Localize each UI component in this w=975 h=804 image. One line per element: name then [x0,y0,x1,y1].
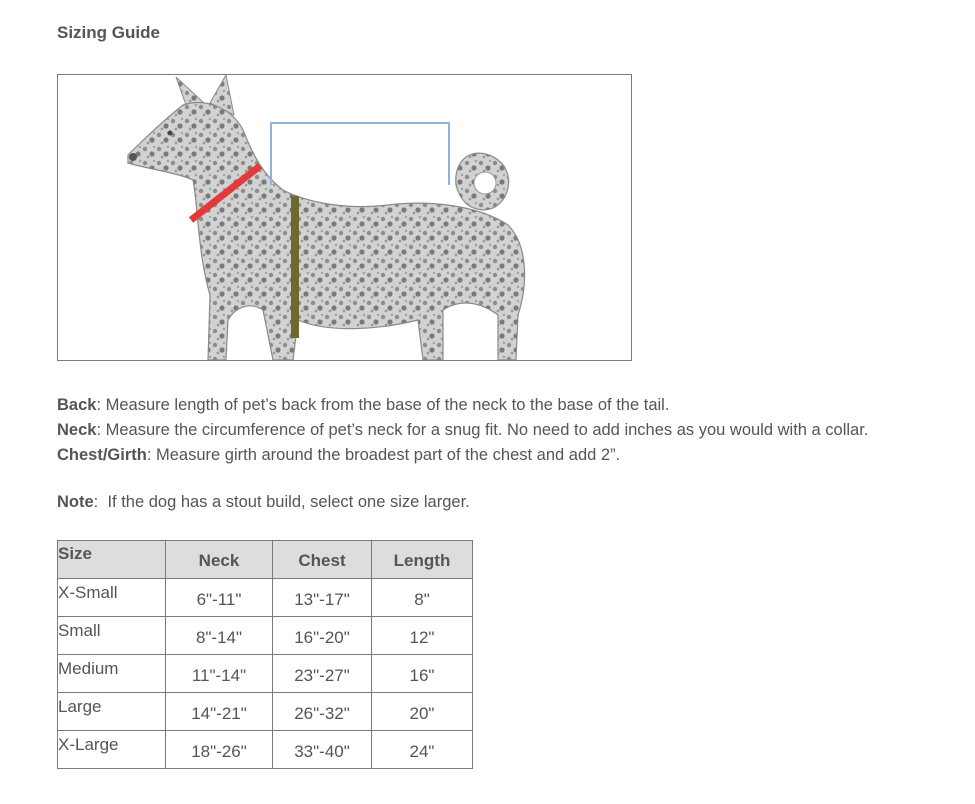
size-cell: X-Large [58,731,166,769]
instruction-back [57,393,868,418]
size-table [57,540,473,769]
size-note [57,493,470,512]
chest-cell: 16"-20" [273,617,372,655]
length-cell: 16" [372,655,473,693]
table-row [58,617,473,655]
instruction-chest-girth [57,443,868,468]
column-header-length: Length [372,541,473,579]
neck-cell: 14"-21" [166,693,273,731]
chest-measure-bar [291,196,299,338]
dog-measurement-diagram [57,74,632,361]
note-text: If the dog has a stout build, select one size larger. [107,493,470,511]
instruction-text: Measure girth around the broadest part of the chest and add 2”. [156,446,621,464]
length-cell: 8" [372,579,473,617]
size-cell: Large [58,693,166,731]
back-measure-bracket [271,123,449,185]
table-row [58,655,473,693]
instruction-separator: : [96,421,106,439]
column-header-chest: Chest [273,541,372,579]
instruction-separator: : [96,396,106,414]
length-cell: 12" [372,617,473,655]
note-separator: : [93,493,108,511]
table-row [58,579,473,617]
instruction-term: Neck [57,421,97,439]
instruction-text: Measure length of pet’s back from the base of the neck to the base of the tail. [105,396,670,414]
instruction-term: Back [57,396,97,414]
page-title: Sizing Guide [57,23,160,42]
length-cell: 24" [372,731,473,769]
neck-cell: 11"-14" [166,655,273,693]
size-cell: Medium [58,655,166,693]
table-row [58,693,473,731]
measurement-instructions [57,393,868,468]
chest-cell: 26"-32" [273,693,372,731]
table-row [58,731,473,769]
instruction-text: Measure the circumference of pet’s neck for a snug fit. No need to add inches as you would with a collar. [105,421,869,439]
column-header-size: Size [58,541,166,579]
instruction-neck [57,418,868,443]
neck-cell: 8"-14" [166,617,273,655]
neck-cell: 6"-11" [166,579,273,617]
column-header-neck: Neck [166,541,273,579]
note-term: Note [57,493,94,511]
size-cell: Small [58,617,166,655]
chest-cell: 33"-40" [273,731,372,769]
size-cell: X-Small [58,579,166,617]
instruction-term: Chest/Girth [57,446,147,464]
table-header-row [58,541,473,579]
chest-cell: 23"-27" [273,655,372,693]
chest-cell: 13"-17" [273,579,372,617]
neck-cell: 18"-26" [166,731,273,769]
dog-silhouette [128,75,525,360]
instruction-separator: : [146,446,157,464]
length-cell: 20" [372,693,473,731]
dog-illustration [58,75,631,360]
